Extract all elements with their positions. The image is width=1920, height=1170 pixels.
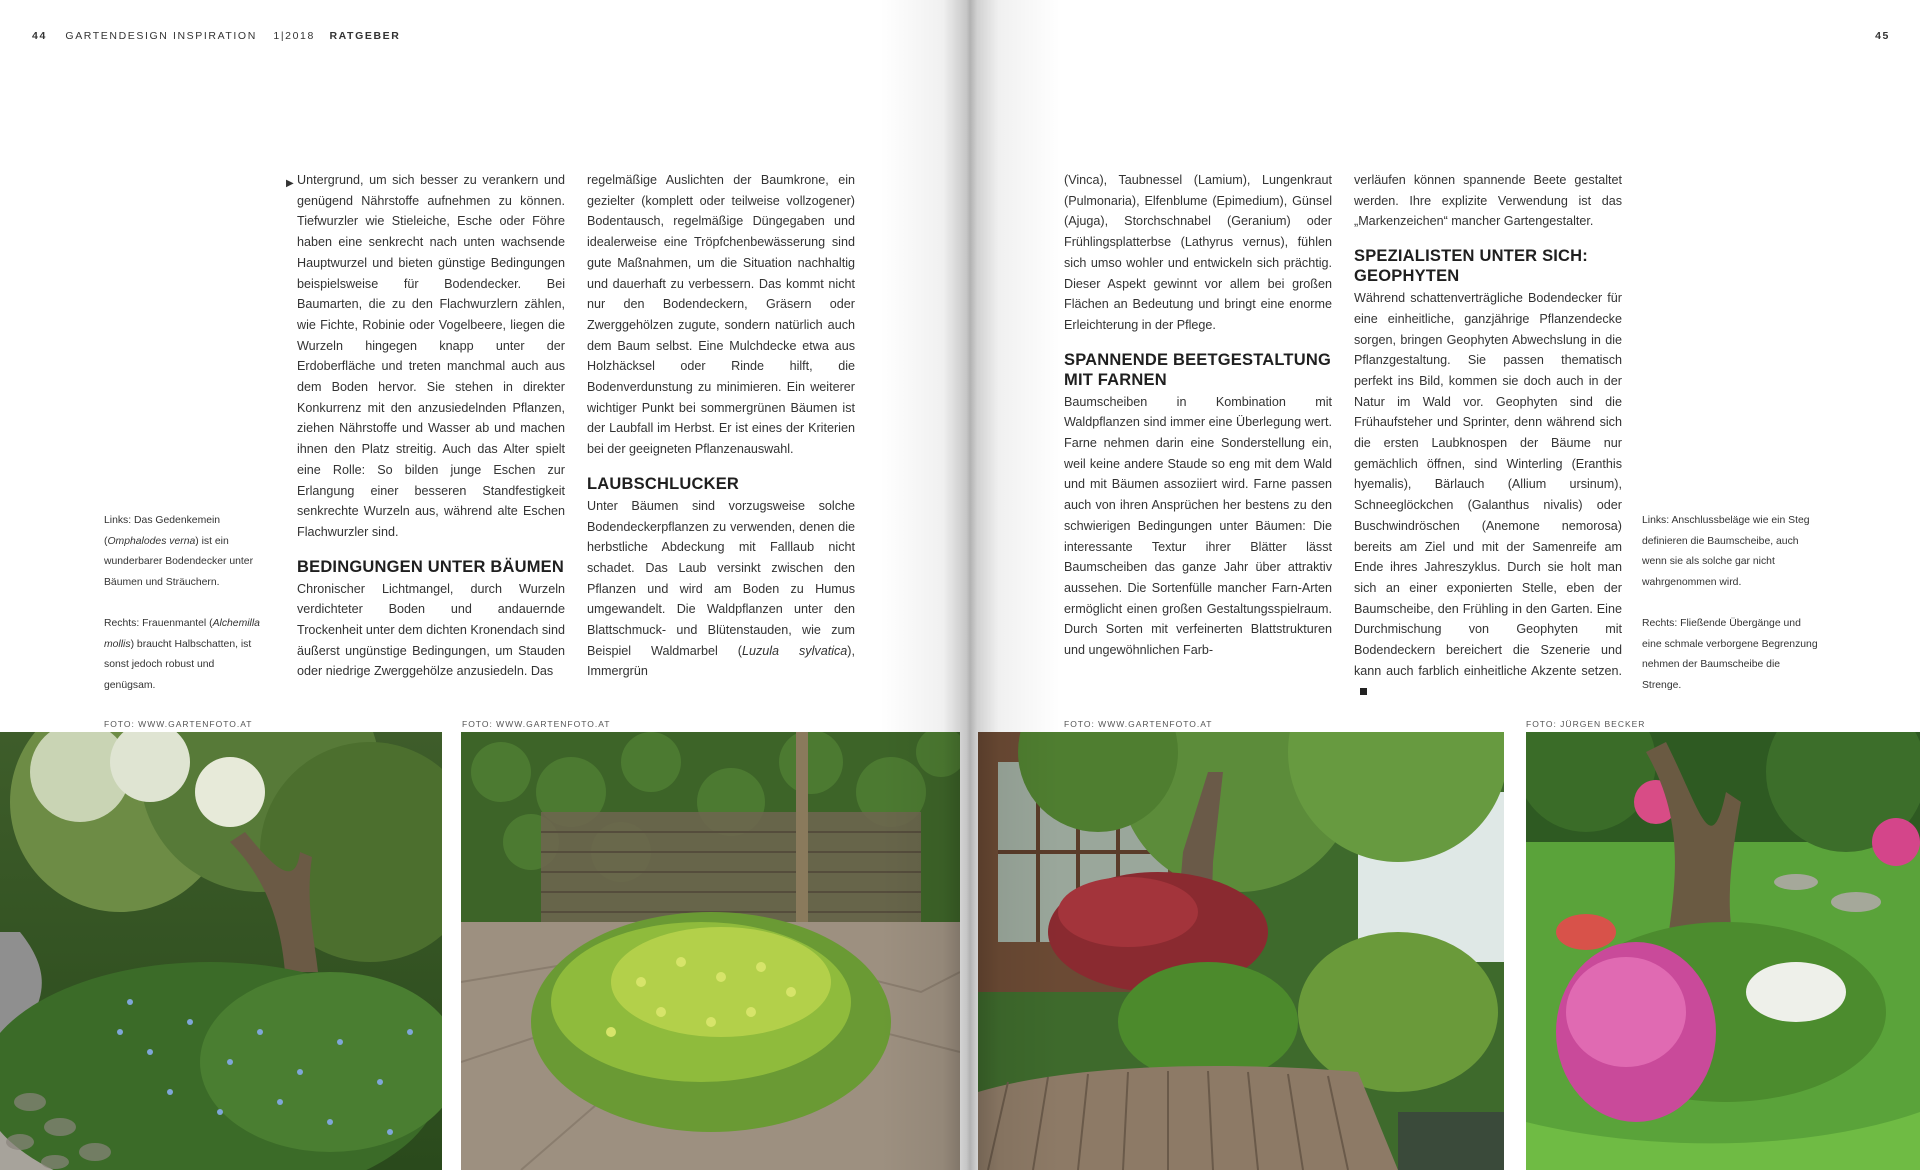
paragraph: (Vinca), Taubnessel (Lamium), Lungenkraut (Pulmonaria), Elfenblume (Epimedium), Günsel (Ajuga), Storchschnabel (Geranium) oder Frühlingsplatterbse (Lathyrus vernus), fühlen sich umso wohler und entwickeln sich prächtig. Dieser Aspekt gewinnt vor allem bei großen Flächen an Bedeutung und bringt eine enorme Erleichterung in der Pflege. xyxy=(1064,173,1332,332)
caption-right-photo: Rechts: Fließende Übergänge und eine schmale verborgene Begrenzung nehmen der Baumscheibe die Strenge. xyxy=(1642,617,1818,691)
right-column-2 xyxy=(1354,170,1622,702)
caption-left-photo: Links: Anschlussbeläge wie ein Steg definieren die Baumscheibe, auch wenn sie als solche gar nicht wahrgenommen wird. xyxy=(1642,515,1810,589)
photo-azalea-lawn xyxy=(1526,732,1920,1170)
photo-credit: FOTO: WWW.GARTENFOTO.AT xyxy=(1064,719,1213,729)
caption-right-photo: Rechts: Frauenmantel (Alchemilla mollis) braucht Halbschatten, ist sonst jedoch robust und genügsam. xyxy=(104,617,260,691)
continue-arrow-icon: ▶ xyxy=(286,178,294,189)
left-column-1 xyxy=(286,170,565,682)
page-header-left xyxy=(32,30,400,42)
page-number-left: 44 xyxy=(32,30,47,42)
left-column-2 xyxy=(587,170,855,682)
page-number-right: 45 xyxy=(1875,30,1890,42)
heading-farne: SPANNENDE BEETGESTALTUNG MIT FARNEN xyxy=(1064,350,1331,389)
heading-geophyten: SPEZIALISTEN UNTER SICH: GEOPHYTEN xyxy=(1354,247,1588,286)
garden-photo-1 xyxy=(0,732,442,1170)
photo-credit: FOTO: WWW.GARTENFOTO.AT xyxy=(104,719,253,729)
paragraph: Während schattenverträgliche Bodendecker für eine einheitliche, ganzjährige Pflanzendecke sorgen, bringen Geophyten Abwechslung in die Pflanzgestaltung. Sie passen thematisch perfekt ins Bild, kommen sie doch auch in der Natur im Wald vor. Geophyten sind die Frühaufsteher und Sprinter, denn während sich die ersten Laubknospen der Bäume nur gemächlich öffnen, sind Winterling (Eranthis hyemalis), Bärlauch (Allium ursinum), Schneeglöckchen (Galanthus nivalis) oder Buschwindröschen (Anemone nemorosa) bereits am Ziel und mit der Samenreife am Ende ihres Jahreszyklus. Durch sie holt man sich an einer exponierten Stelle, eben der Baumscheibe, den Frühling in den Garten. Eine Durchmischung von Geophyten mit Bodendeckern bereichert die Szenerie und kann auch farblich einheitliche Akzente setzen. xyxy=(1354,288,1622,702)
photo-tree-omphalodes xyxy=(0,732,442,1170)
paragraph: Chronischer Lichtmangel, durch Wurzeln verdichteter Boden und andauernde Trockenheit unter dem dichten Kronendach sind äußerst ungünstige Bedingungen, um Stauden oder niedrige Zwerggehölze anzusiedeln. Das xyxy=(297,581,565,679)
issue-number: 1|2018 xyxy=(273,30,315,42)
photo-alchemilla xyxy=(461,732,960,1170)
paragraph: regelmäßige Auslichten der Baumkrone, ein gezielter (komplett oder teilweise vollzogener) Bodentausch, regelmäßige Düngegaben und idealerweise eine Tröpfchenbewässerung sind gute Maßnahmen, um die Situation nachhaltig und dauerhaft zu verbessern. Das kommt nicht nur den Bodendeckern, Gräsern oder Zwerggehölzen zugute, sondern natürlich auch dem Baum selbst. Eine Mulchdecke etwa aus Holzhäcksel oder Rinde hilft, die Bodenverdunstung zu minimieren. Ein weiterer wichtiger Punkt bei sommergrünen Bäumen ist der Laubfall im Herbst. Er ist eines der Kriterien bei der geeigneten Pflanzenauswahl. xyxy=(587,173,855,457)
end-mark-icon xyxy=(1360,688,1367,695)
heading-bedingungen: BEDINGUNGEN UNTER BÄUMEN xyxy=(297,557,564,576)
photo-credit: FOTO: JÜRGEN BECKER xyxy=(1526,719,1646,729)
garden-photo-4 xyxy=(1526,732,1920,1170)
paragraph: Untergrund, um sich besser zu verankern und genügend Nährstoffe aufnehmen zu können. Tiefwurzler wie Stieleiche, Esche oder Föhre haben eine senkrecht nach unten wachsende Hauptwurzel und bieten günstige Bedingungen beispielsweise für Bodendecker. Bei Baumarten, die zu den Flachwurzlern zählen, wie Fichte, Robinie oder Vogelbeere, liegen die Wurzeln hingegen knapp unter der Erdoberfläche und treten manchmal auch aus dem Boden hervor. Sie stehen in direkter Konkurrenz mit den anzusiedelnden Pflanzen, ziehen Nährstoffe und Wasser ab und machen ihnen den Platz streitig. Auch das Alter spielt eine Rolle: So bilden junge Eschen zur Erlangung einer besseren Standfestigkeit senkrechte Wurzeln aus, während alte Eschen Flachwurzler sind. xyxy=(297,173,565,539)
magazine-title: GARTENDESIGN INSPIRATION xyxy=(65,30,257,42)
right-caption xyxy=(1642,511,1820,717)
photo-boardwalk xyxy=(978,732,1504,1170)
right-column-1 xyxy=(1064,170,1332,661)
photo-credit: FOTO: WWW.GARTENFOTO.AT xyxy=(462,719,611,729)
garden-photo-3 xyxy=(978,732,1504,1170)
paragraph: Baumscheiben in Kombination mit Waldpflanzen sind immer eine Überlegung wert. Farne nehmen darin eine Sonderstellung ein, weil keine andere Staude so eng mit dem Wald und mit Bäumen assoziiert wird. Farne passen auch von ihren Ansprüchen her bestens zu den schwierigen Bedingungen unter Bäumen: Die interessante Textur ihrer Blätter lässt Baumscheiben das ganze Jahr über attraktiv aussehen. Die Sortenfülle mancher Farn-Arten ermöglicht einen großen Gestaltungsspielraum. Durch Sorten mit verfeinerten Blattstrukturen und ungewöhnlichen Farb- xyxy=(1064,394,1332,658)
garden-photo-2 xyxy=(461,732,960,1170)
section-title: RATGEBER xyxy=(329,30,401,42)
caption-left-photo: Links: Das Gedenkemein (Omphalodes verna) ist ein wunderbarer Bodendecker unter Bäumen und Sträuchern. xyxy=(104,515,254,589)
paragraph: verläufen können spannende Beete gestaltet werden. Ihre explizite Verwendung ist das „Markenzeichen“ mancher Gartengestalter. xyxy=(1354,173,1622,229)
page-header-right xyxy=(1875,30,1890,42)
left-caption xyxy=(104,511,264,717)
heading-laubschlucker: LAUBSCHLUCKER xyxy=(587,474,740,493)
right-page xyxy=(960,0,1920,1170)
paragraph: Unter Bäumen sind vorzugsweise solche Bodendeckerpflanzen zu verwenden, denen die herbstliche Abdeckung mit Falllaub nicht schadet. Das Laub versinkt zwischen den Pflanzen und wird am Boden zu Humus umgewandelt. Die Waldpflanzen unter den Blattschmuck- und Blütenstauden, wie zum Beispiel Waldmarbel (Luzula sylvatica), Immergrün xyxy=(587,498,855,679)
